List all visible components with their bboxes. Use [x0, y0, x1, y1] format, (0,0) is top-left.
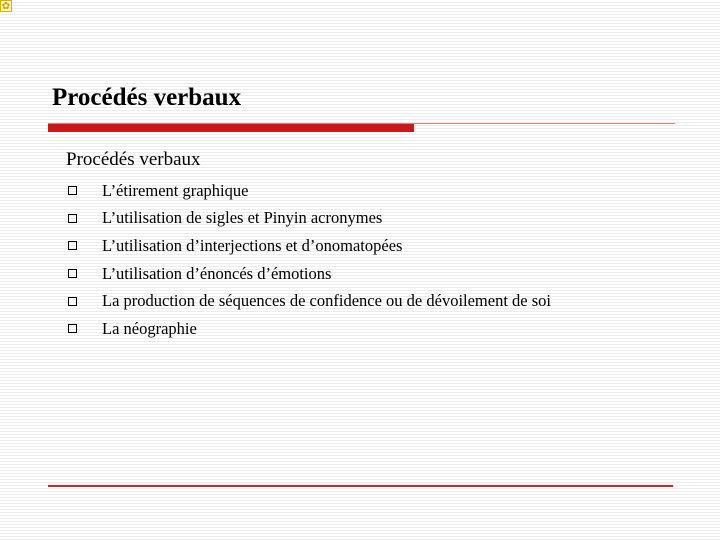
- bullet-text: L’utilisation d’énoncés d’émotions: [102, 263, 332, 283]
- bullet-item: [68, 177, 551, 205]
- bullet-text: La production de séquences de confidence ou de dévoilement de soi: [102, 291, 552, 311]
- section-heading: Procédés verbaux: [66, 149, 201, 170]
- square-bullet-icon: [68, 297, 77, 306]
- square-bullet-icon: [68, 241, 77, 250]
- slide-title: Procédés verbaux: [52, 84, 242, 111]
- bullet-text: L’utilisation d’interjections et d’onomatopées: [102, 235, 403, 255]
- bullet-item: [68, 260, 551, 288]
- bullet-item: [68, 315, 551, 343]
- broken-image-icon: ✿: [1, 1, 11, 12]
- title-divider-thick: [48, 124, 414, 132]
- footer-divider: [48, 485, 673, 487]
- bullet-text: L’utilisation de sigles et Pinyin acronymes: [102, 208, 383, 228]
- bullet-text: L’étirement graphique: [102, 180, 249, 200]
- square-bullet-icon: [68, 186, 77, 195]
- bullet-item: [68, 287, 551, 315]
- square-bullet-icon: [68, 269, 77, 278]
- square-bullet-icon: [68, 214, 77, 223]
- bullet-item: [68, 232, 551, 260]
- square-bullet-icon: [68, 324, 77, 333]
- bullet-item: [68, 205, 551, 233]
- bullet-list: [68, 177, 551, 343]
- bullet-text: La néographie: [102, 318, 197, 338]
